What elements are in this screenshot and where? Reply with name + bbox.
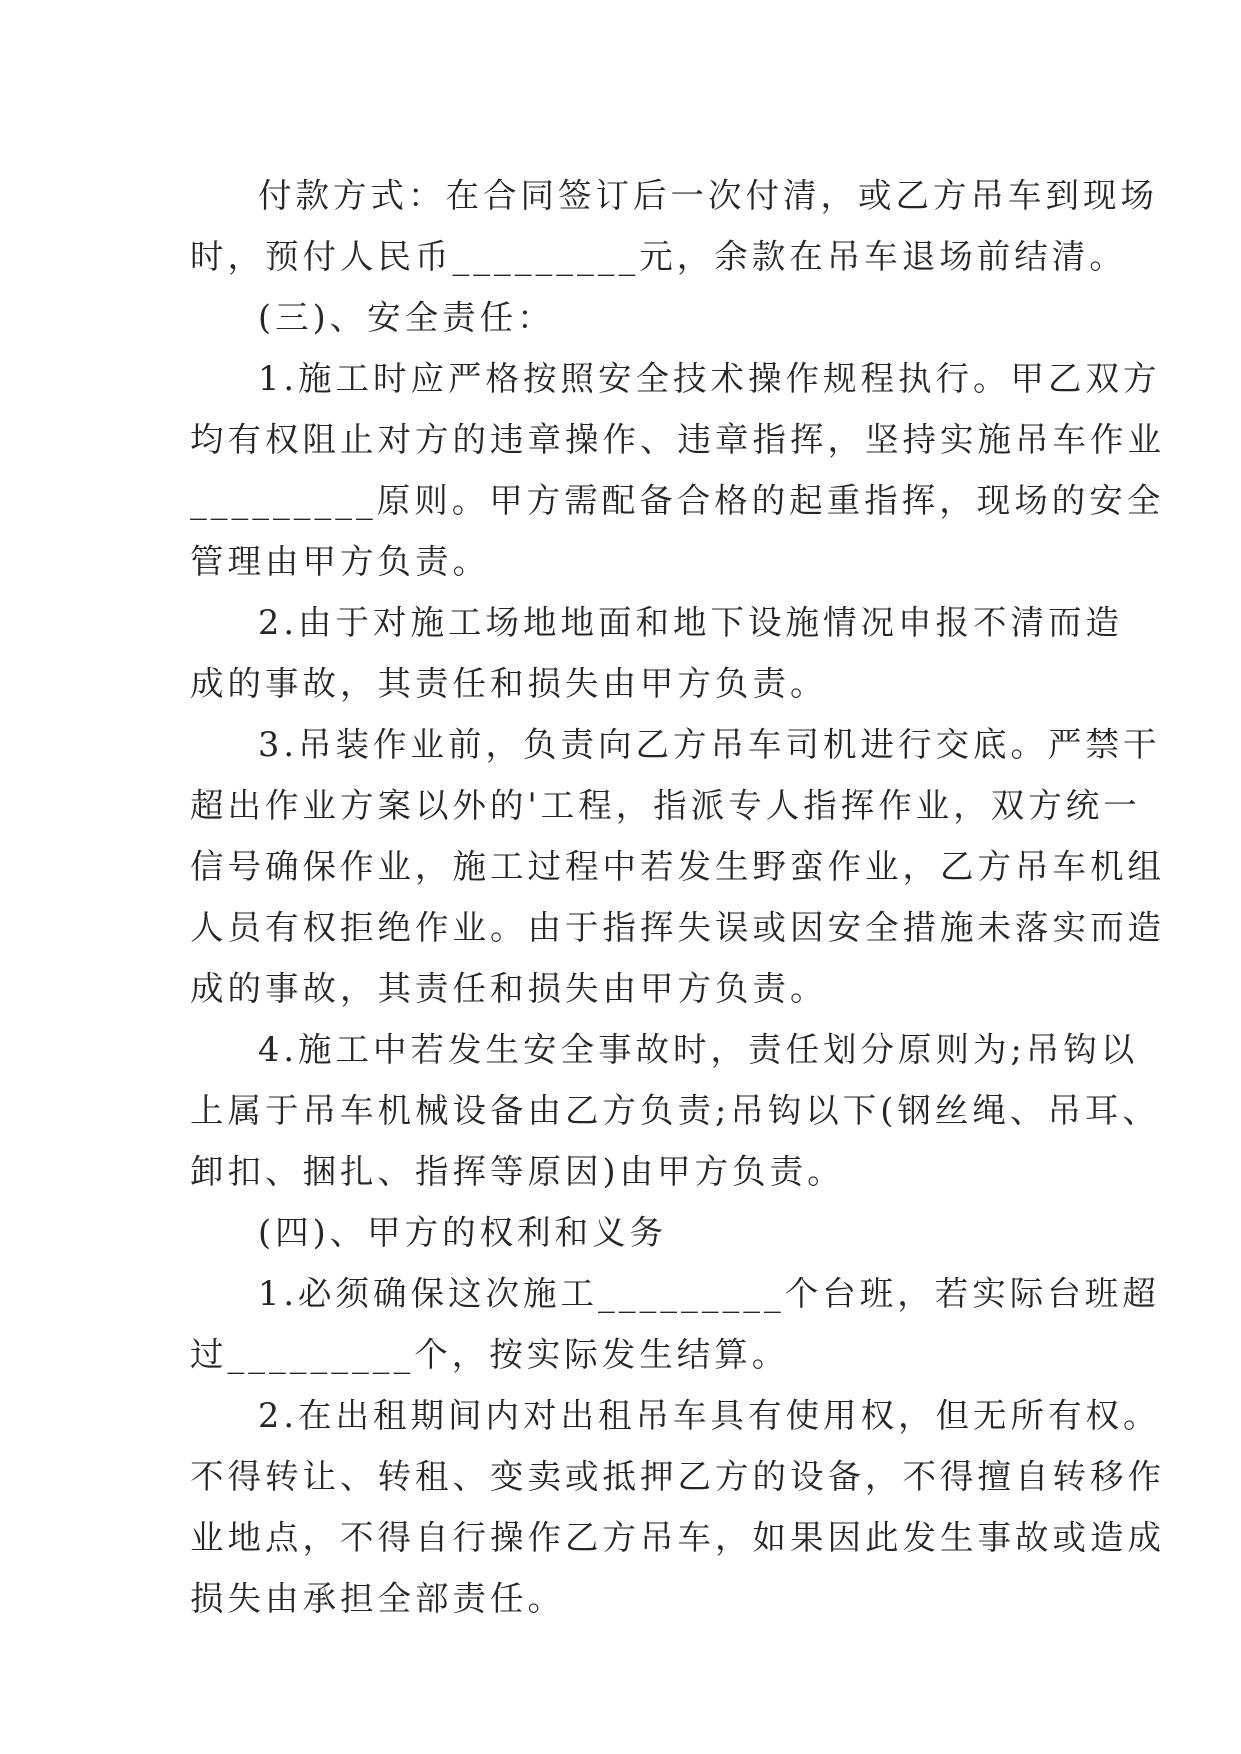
paragraph-payment-method (190, 165, 1158, 287)
section-heading-party-a-rights (190, 1202, 1070, 1263)
paragraph-safety-clause-2 (190, 592, 1123, 714)
text-line: 付款方式：在合同签订后一次付清，或乙方吊车到现场 (258, 176, 1158, 215)
text-line: 上属于吊车机械设备由乙方负责;吊钩以下(钢丝绳、吊耳、 (190, 1091, 1160, 1130)
text-line: 损失由承担全部责任。 (190, 1579, 565, 1618)
text-line: 超出作业方案以外的'工程，指派专人指挥作业，双方统一 (190, 786, 1141, 825)
section-heading: (三)、安全责任： (258, 298, 555, 337)
paragraph-safety-clause-4 (190, 1019, 1160, 1202)
text-line: 均有权阻止对方的违章操作、违章指挥，坚持实施吊车作业 (190, 420, 1165, 459)
text-line: 人员有权拒绝作业。由于指挥失误或因安全措施未落实而造 (190, 908, 1165, 947)
paragraph-party-a-clause-1 (190, 1263, 1160, 1385)
text-line: 1.必须确保这次施工_________个台班，若实际台班超 (258, 1274, 1160, 1313)
paragraph-safety-clause-1 (190, 348, 1165, 592)
text-line: 不得转让、转租、变卖或抵押乙方的设备，不得擅自转移作 (190, 1457, 1165, 1496)
text-line: 卸扣、捆扎、指挥等原因)由甲方负责。 (190, 1152, 845, 1191)
document-body (190, 165, 1165, 1629)
text-line: _________原则。甲方需配备合格的起重指挥，现场的安全 (190, 481, 1165, 520)
paragraph-party-a-clause-2 (190, 1385, 1165, 1629)
text-line: 3.吊装作业前，负责向乙方吊车司机进行交底。严禁干 (258, 725, 1161, 764)
text-line: 1.施工时应严格按照安全技术操作规程执行。甲乙双方 (258, 359, 1161, 398)
text-line: 时，预付人民币_________元，余款在吊车退场前结清。 (190, 237, 1127, 276)
text-line: 2.在出租期间内对出租吊车具有使用权，但无所有权。 (258, 1396, 1161, 1435)
text-line: 成的事故，其责任和损失由甲方负责。 (190, 664, 828, 703)
text-line: 管理由甲方负责。 (190, 542, 490, 581)
text-line: 业地点，不得自行操作乙方吊车，如果因此发生事故或造成 (190, 1518, 1165, 1557)
text-line: 成的事故，其责任和损失由甲方负责。 (190, 969, 828, 1008)
text-line: 过_________个，按实际发生结算。 (190, 1335, 790, 1374)
text-line: 4.施工中若发生安全事故时，责任划分原则为;吊钩以 (258, 1030, 1139, 1069)
section-heading-safety-responsibility (190, 287, 1070, 348)
section-heading: (四)、甲方的权利和义务 (258, 1213, 668, 1252)
text-line: 2.由于对施工场地地面和地下设施情况申报不清而造 (258, 603, 1123, 642)
paragraph-safety-clause-3 (190, 714, 1165, 1019)
text-line: 信号确保作业，施工过程中若发生野蛮作业，乙方吊车机组 (190, 847, 1165, 886)
